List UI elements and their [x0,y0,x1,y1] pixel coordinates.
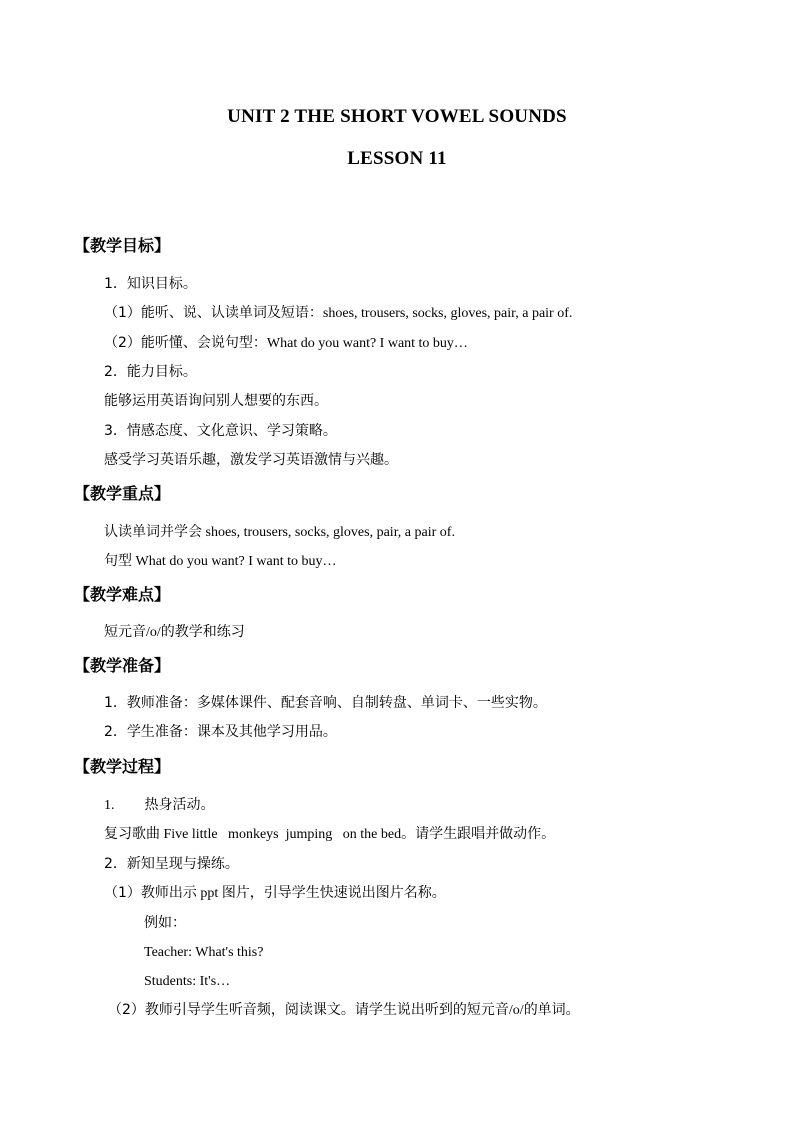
objective-line-3-en: What do you want? I want to buy… [266,336,468,351]
process-line-6: Teacher: What's this? [144,945,264,960]
difficulty-line-1-en: /o/ [146,625,161,640]
objective-line-2 [104,304,572,323]
process-line-8-en: /o/ [508,1003,524,1018]
key-point-line-1 [104,523,455,542]
key-point-line-1-en: shoes, trousers, socks, gloves, pair, a pair of. [202,525,455,540]
lesson-title: LESSON 11 [347,148,447,169]
process-line-7: Students: It's… [144,974,231,989]
process-line-8-cn: （2）教师引导学生听音频，阅读课文。请学生说出听到的短元音 [108,1002,509,1018]
process-line-8 [108,1001,580,1020]
section-heading-preparation: 【教学准备】 [74,656,171,675]
key-point-line-1-cn: 认读单词并学会 [104,524,202,540]
process-line-3: 2．新知呈现与操练。 [104,856,239,872]
difficulty-line-1-cn2: 的教学和练习 [160,624,245,640]
objective-line-3-cn: （2）能听懂、会说句型： [104,335,267,351]
process-line-8-cn2: 的单词。 [523,1002,580,1018]
section-heading-key-points: 【教学重点】 [74,484,171,503]
objective-line-3 [104,334,468,353]
objective-line-2-en: shoes, trousers, socks, gloves, pair, a pair of. [322,306,573,321]
process-line-5: 例如： [144,915,186,931]
process-line-1 [104,796,215,815]
preparation-line-1: 1．教师准备：多媒体课件、配套音响、自制转盘、单词卡、一些实物。 [104,695,547,711]
process-line-2-cn2: 。请学生跟唱并做动作。 [401,826,556,842]
key-point-line-2-cn: 句型 [104,553,132,569]
objective-line-6: 3．情感态度、文化意识、学习策略。 [104,423,337,439]
key-point-line-2-en: What do you want? I want to buy… [132,554,337,569]
process-line-2-cn: 复习歌曲 [104,826,160,842]
difficulty-line-1 [104,623,245,642]
process-line-2-en: Five little monkeys jumping on the bed [160,827,402,842]
section-heading-process: 【教学过程】 [74,757,171,776]
process-line-4-en: ppt [196,886,222,901]
objective-line-1: 1．知识目标。 [104,276,197,292]
process-line-4 [104,884,446,903]
section-heading-objectives: 【教学目标】 [74,236,171,255]
preparation-line-2: 2．学生准备：课本及其他学习用品。 [104,724,337,740]
process-line-1-number: 1. [104,798,115,813]
objective-line-4: 2．能力目标。 [104,364,197,380]
objective-line-7: 感受学习英语乐趣，激发学习英语激情与兴趣。 [104,452,398,468]
section-heading-difficulties: 【教学难点】 [74,585,171,604]
objective-line-5: 能够运用英语询问别人想要的东西。 [104,393,328,409]
process-line-4-cn: （1）教师出示 [104,885,197,901]
objective-line-2-cn: （1）能听、说、认读单词及短语： [104,305,323,321]
document-title: UNIT 2 THE SHORT VOWEL SOUNDS [227,106,567,127]
difficulty-line-1-cn: 短元音 [104,624,146,640]
process-line-2 [104,825,555,844]
process-line-1-text: 热身活动。 [144,797,215,813]
process-line-4-cn2: 图片，引导学生快速说出图片名称。 [221,885,446,901]
key-point-line-2 [104,552,337,571]
